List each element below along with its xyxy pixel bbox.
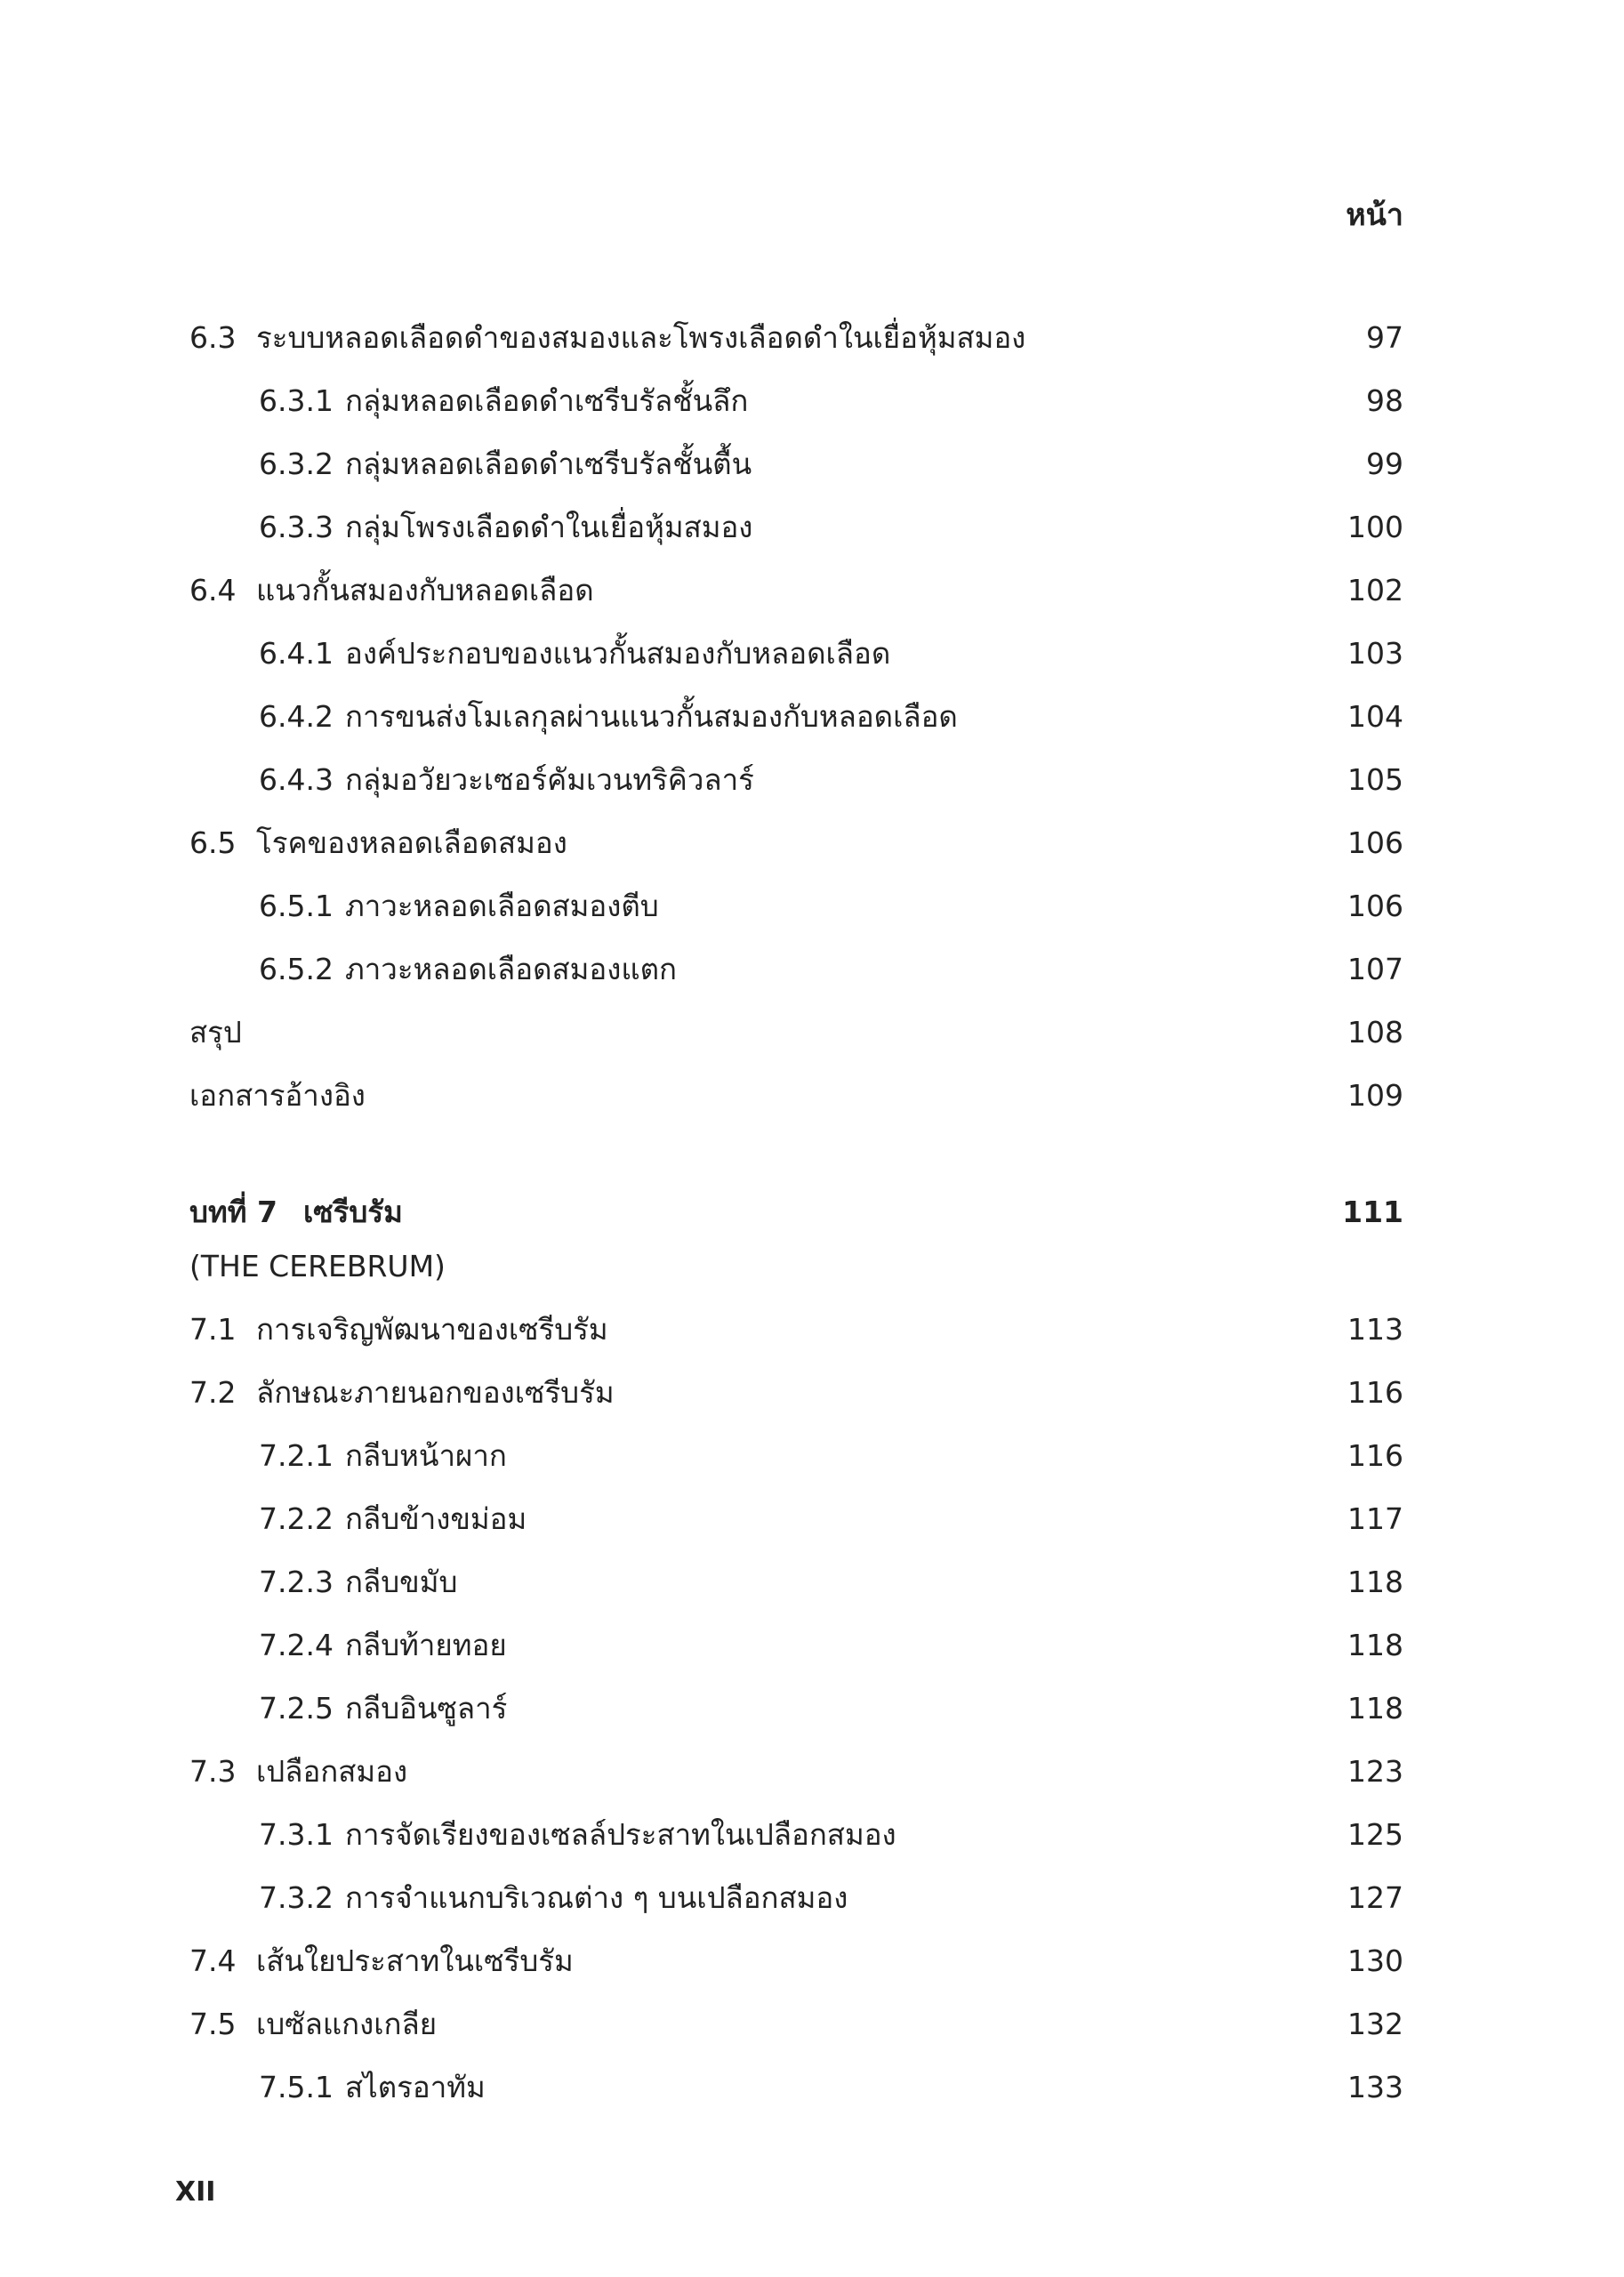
toc-entry-page: 100: [1347, 510, 1403, 544]
toc-entry-page: 123: [1347, 1754, 1403, 1789]
toc-entry: [189, 1429, 1403, 1483]
toc-entry-number: 6.4: [189, 573, 237, 607]
toc-entry-title: เซรีบรัม: [303, 1195, 403, 1229]
toc-entry-page: 106: [1347, 825, 1403, 860]
toc-entry: [189, 1006, 1403, 1059]
toc-entry-page: 102: [1347, 573, 1403, 607]
toc-entry-number: 7.5: [189, 2007, 237, 2041]
toc-entry-title: กลีบอินซูลาร์: [345, 1691, 508, 1726]
toc-entry: [189, 374, 1403, 428]
toc-entry-title: เอกสารอ้างอิง: [189, 1078, 366, 1113]
toc-entry-title: การจำแนกบริเวณต่าง ๆ บนเปลือกสมอง: [345, 1880, 848, 1915]
toc-entry-title: เปลือกสมอง: [256, 1754, 408, 1789]
toc-entry-title: การขนส่งโมเลกุลผ่านแนวกั้นสมองกับหลอดเลือด: [345, 699, 958, 734]
toc-entry-title: ภาวะหลอดเลือดสมองตีบ: [345, 889, 659, 923]
toc-entry-title: สไตรอาทัม: [345, 2070, 486, 2104]
toc-entry-page: 132: [1347, 2007, 1403, 2041]
toc-entry-title: การจัดเรียงของเซลล์ประสาทในเปลือกสมอง: [345, 1817, 896, 1852]
toc-entry: [189, 2061, 1403, 2114]
toc-entry-page: 107: [1347, 952, 1403, 986]
toc-entry-number: 6.3.3: [259, 510, 334, 544]
toc-entry: [189, 753, 1403, 807]
toc-entry: [189, 1303, 1403, 1356]
toc-entry-page: 105: [1347, 762, 1403, 797]
toc-entry-title: กลีบขมับ: [345, 1565, 458, 1599]
page-column-label: หน้า: [1346, 197, 1403, 233]
toc-entry-title: ภาวะหลอดเลือดสมองแตก: [345, 952, 678, 986]
toc-entry-page: 104: [1347, 699, 1403, 734]
toc-entry: [189, 1682, 1403, 1735]
toc-entry: [189, 564, 1403, 617]
toc-entry: [189, 1808, 1403, 1862]
toc-entry-page: 127: [1347, 1880, 1403, 1915]
toc-entry: [189, 1998, 1403, 2051]
toc-entry: [189, 501, 1403, 554]
toc-entry-number: 7.2.2: [259, 1501, 334, 1536]
toc-entry-title: สรุป: [189, 1015, 242, 1050]
toc-entry: [189, 627, 1403, 680]
toc-entry-page: 106: [1347, 889, 1403, 923]
toc-chapter-heading: [189, 1186, 1403, 1239]
page-number: XII: [175, 2176, 216, 2208]
toc-entry-title: เบซัลแกงเกลีย: [256, 2007, 438, 2041]
toc-entry: [189, 943, 1403, 996]
toc-entry-number: 6.5.2: [259, 952, 334, 986]
toc-entry-title: กลุ่มอวัยวะเซอร์คัมเวนทริคิวลาร์: [345, 762, 754, 797]
toc-entry-number: 6.3: [189, 320, 237, 355]
toc-entry-title: กลุ่มหลอดเลือดดำเซรีบรัลชั้นลึก: [345, 383, 749, 418]
toc-entry-number: 6.5.1: [259, 889, 334, 923]
toc-entry-page: 98: [1366, 383, 1403, 418]
toc-entry-number: 7.4: [189, 1943, 237, 1978]
toc-entry-number: 6.4.1: [259, 636, 334, 671]
toc-entry-page: 99: [1366, 447, 1403, 481]
toc-entry-title: ลักษณะภายนอกของเซรีบรัม: [256, 1375, 615, 1410]
toc-entry-title: แนวกั้นสมองกับหลอดเลือด: [256, 573, 594, 607]
toc-entry-title: ระบบหลอดเลือดดำของสมองและโพรงเลือดดำในเยื่อหุ้มสมอง: [256, 320, 1026, 355]
toc-entry-title: กลีบข้างขม่อม: [345, 1501, 527, 1536]
toc-entry-title: เส้นใยประสาทในเซรีบรัม: [256, 1943, 574, 1978]
toc-entry-page: 116: [1347, 1375, 1403, 1410]
toc-entry: [189, 311, 1403, 365]
toc-entry: [189, 1366, 1403, 1420]
toc-entry-number: 7.2: [189, 1375, 237, 1410]
toc-entry: [189, 1871, 1403, 1925]
toc-entry-number: 7.2.3: [259, 1565, 334, 1599]
toc-entry-number: 7.1: [189, 1312, 237, 1347]
toc-entry-page: 111: [1342, 1195, 1403, 1229]
toc-entry: [189, 1069, 1403, 1122]
toc-entry: [189, 817, 1403, 870]
toc-entry-page: 118: [1347, 1691, 1403, 1726]
toc-entry: [189, 690, 1403, 744]
toc-entry-page: 130: [1347, 1943, 1403, 1978]
toc-entry-page: 117: [1347, 1501, 1403, 1536]
toc-entry-title: การเจริญพัฒนาของเซรีบรัม: [256, 1312, 608, 1347]
toc-entry-page: 97: [1366, 320, 1403, 355]
toc-entry-page: 113: [1347, 1312, 1403, 1347]
toc-entry-title: กลุ่มโพรงเลือดดำในเยื่อหุ้มสมอง: [345, 510, 753, 544]
toc-entry-number: 6.4.2: [259, 699, 334, 734]
toc-entry-number: 6.3.1: [259, 383, 334, 418]
toc-entry: [189, 1745, 1403, 1798]
toc-entry-number: 7.5.1: [259, 2070, 334, 2104]
toc-entry-number: 7.3.2: [259, 1880, 334, 1915]
toc-entry-number: บทที่ 7: [189, 1195, 277, 1229]
toc-entry: [189, 880, 1403, 933]
toc-entry-page: 116: [1347, 1438, 1403, 1473]
toc-entry-number: 6.5: [189, 825, 237, 860]
toc-entry-title: โรคของหลอดเลือดสมอง: [256, 825, 567, 860]
toc-entry-number: 7.2.1: [259, 1438, 334, 1473]
toc-entry-page: 133: [1347, 2070, 1403, 2104]
toc-entry-title: กลีบท้ายทอย: [345, 1628, 507, 1662]
toc-entry-page: 118: [1347, 1565, 1403, 1599]
toc-entry-page: 108: [1347, 1015, 1403, 1050]
toc-entry-title: กลีบหน้าผาก: [345, 1438, 507, 1473]
toc-entry: [189, 438, 1403, 491]
toc-entry-number: 7.2.5: [259, 1691, 334, 1726]
toc-entry-title: กลุ่มหลอดเลือดดำเซรีบรัลชั้นตื้น: [345, 447, 752, 481]
toc-entry-number: 7.2.4: [259, 1628, 334, 1662]
toc-entry-page: 118: [1347, 1628, 1403, 1662]
toc-entry-page: 103: [1347, 636, 1403, 671]
toc-entry-title: (THE CEREBRUM): [189, 1249, 446, 1283]
toc-entry-number: 6.4.3: [259, 762, 334, 797]
toc-entry-page: 109: [1347, 1078, 1403, 1113]
toc-entry-number: 6.3.2: [259, 447, 334, 481]
toc-entry: [189, 1935, 1403, 1988]
toc-entry: [189, 1493, 1403, 1546]
toc-entry: [189, 1556, 1403, 1609]
toc-entry: [189, 1619, 1403, 1672]
toc-entry-page: 125: [1347, 1817, 1403, 1852]
toc-entry: [189, 1240, 1403, 1293]
toc-entry-number: 7.3.1: [259, 1817, 334, 1852]
toc-entry-title: องค์ประกอบของแนวกั้นสมองกับหลอดเลือด: [345, 636, 891, 671]
toc-entry-number: 7.3: [189, 1754, 237, 1789]
